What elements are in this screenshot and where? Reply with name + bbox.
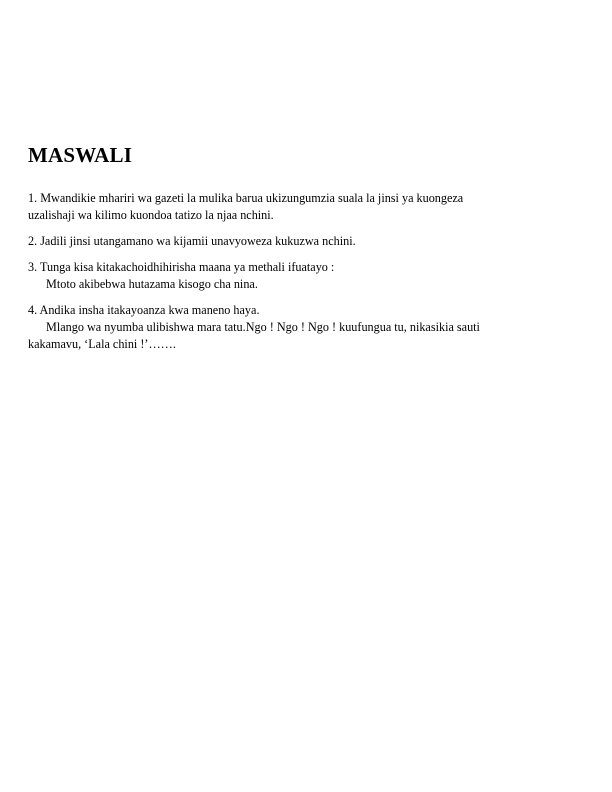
question-3-line-1: 3. Tunga kisa kitakachoidhihirisha maana ya methali ifuatayo : bbox=[28, 260, 335, 274]
question-1-line-2: uzalishaji wa kilimo kuondoa tatizo la njaa nchini. bbox=[28, 208, 274, 222]
question-4-line-1: 4. Andika insha itakayoanza kwa maneno haya. bbox=[28, 303, 260, 317]
document-content bbox=[28, 143, 568, 362]
question-4 bbox=[28, 302, 568, 353]
essay-opening-line-2: kakamavu, ‘Lala chini !’……. bbox=[28, 337, 176, 351]
question-1-line-1: 1. Mwandikie mhariri wa gazeti la mulika barua ukizungumzia suala la jinsi ya kuongeza bbox=[28, 191, 464, 205]
question-1 bbox=[28, 190, 568, 224]
question-3 bbox=[28, 259, 568, 293]
proverb-line: Mtoto akibebwa hutazama kisogo cha nina. bbox=[46, 277, 258, 291]
page-title: MASWALI bbox=[28, 143, 133, 167]
essay-opening-line-1: Mlango wa nyumba ulibishwa mara tatu.Ngo ! Ngo ! Ngo ! kuufungua tu, nikasikia sauti bbox=[46, 320, 480, 334]
question-2 bbox=[28, 233, 568, 250]
question-2-line-1: 2. Jadili jinsi utangamano wa kijamii unavyoweza kukuzwa nchini. bbox=[28, 234, 356, 248]
